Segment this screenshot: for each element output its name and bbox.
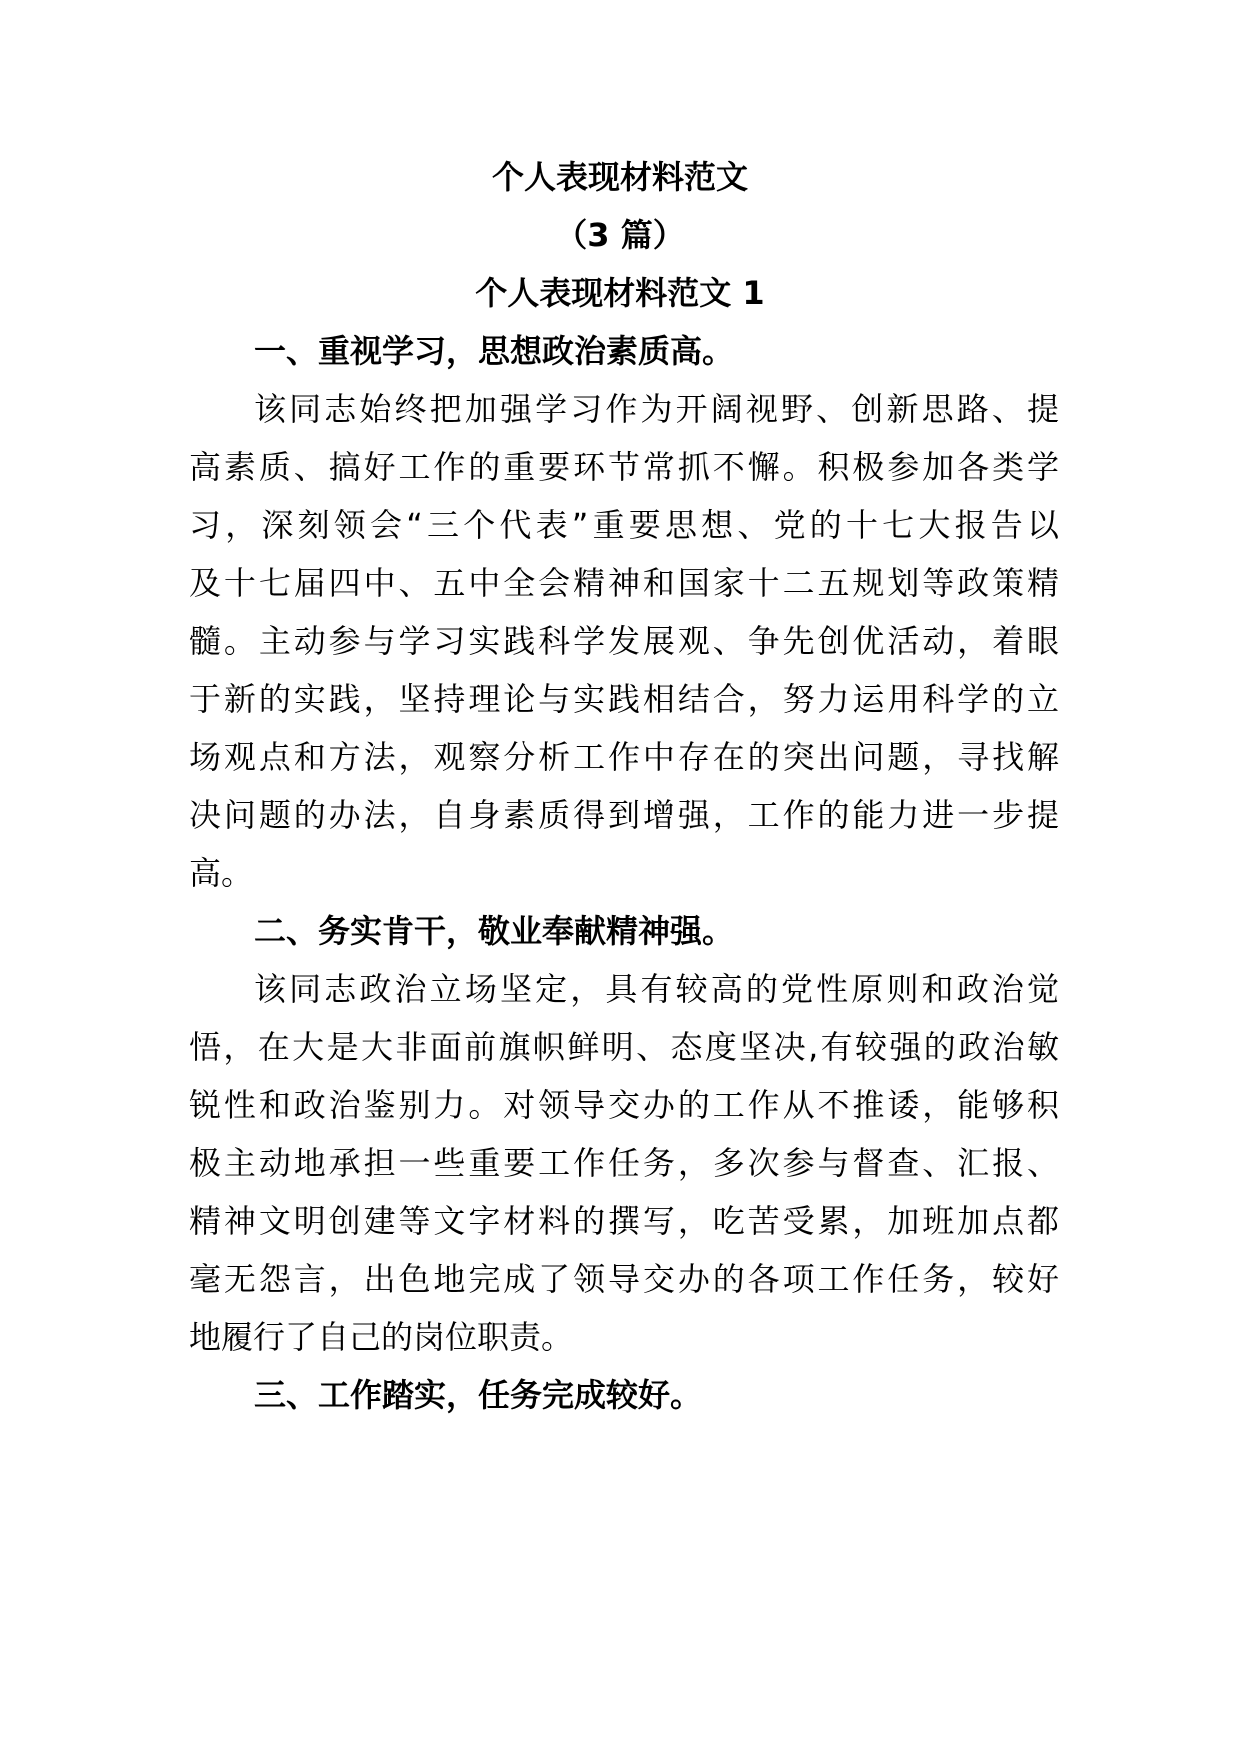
paragraph-line: 极主动地承担一些重要工作任务，多次参与督查、汇报、 — [189, 1144, 1059, 1182]
paragraph-line: 毫无怨言，出色地完成了领导交办的各项工作任务，较好 — [189, 1260, 1059, 1298]
paragraph-line: 场观点和方法，观察分析工作中存在的突出问题，寻找解 — [189, 738, 1059, 776]
document-subtitle: （3 篇） — [555, 216, 685, 254]
paragraph-line: 习，深刻领会“三个代表”重要思想、党的十七大报告以 — [189, 506, 1059, 544]
paragraph-line: 及十七届四中、五中全会精神和国家十二五规划等政策精 — [189, 564, 1059, 602]
paragraph-line: 高素质、搞好工作的重要环节常抓不懈。积极参加各类学 — [189, 448, 1059, 486]
paragraph-line: 锐性和政治鉴别力。对领导交办的工作从不推诿，能够积 — [189, 1086, 1059, 1124]
section-heading: 一、重视学习，思想政治素质高。 — [254, 332, 735, 370]
paragraph-line: 该同志始终把加强学习作为开阔视野、创新思路、提 — [254, 390, 1059, 428]
paragraph-line: 髓。主动参与学习实践科学发展观、争先创优活动，着眼 — [189, 622, 1059, 660]
paragraph-line: 悟，在大是大非面前旗帜鲜明、态度坚决,有较强的政治敏 — [189, 1028, 1059, 1066]
paragraph-line: 地履行了自己的岗位职责。 — [189, 1318, 574, 1356]
section-heading: 二、务实肯干，敬业奉献精神强。 — [254, 912, 735, 950]
article-title: 个人表现材料范文 1 — [475, 274, 765, 312]
paragraph-line: 该同志政治立场坚定，具有较高的党性原则和政治觉 — [254, 970, 1059, 1008]
document-title: 个人表现材料范文 — [491, 158, 748, 196]
paragraph-line: 高。 — [189, 854, 254, 892]
paragraph-line: 精神文明创建等文字材料的撰写，吃苦受累，加班加点都 — [189, 1202, 1059, 1240]
paragraph-line: 决问题的办法，自身素质得到增强，工作的能力进一步提 — [189, 796, 1059, 834]
paragraph-line: 于新的实践，坚持理论与实践相结合，努力运用科学的立 — [189, 680, 1059, 718]
section-heading: 三、工作踏实，任务完成较好。 — [254, 1376, 703, 1414]
